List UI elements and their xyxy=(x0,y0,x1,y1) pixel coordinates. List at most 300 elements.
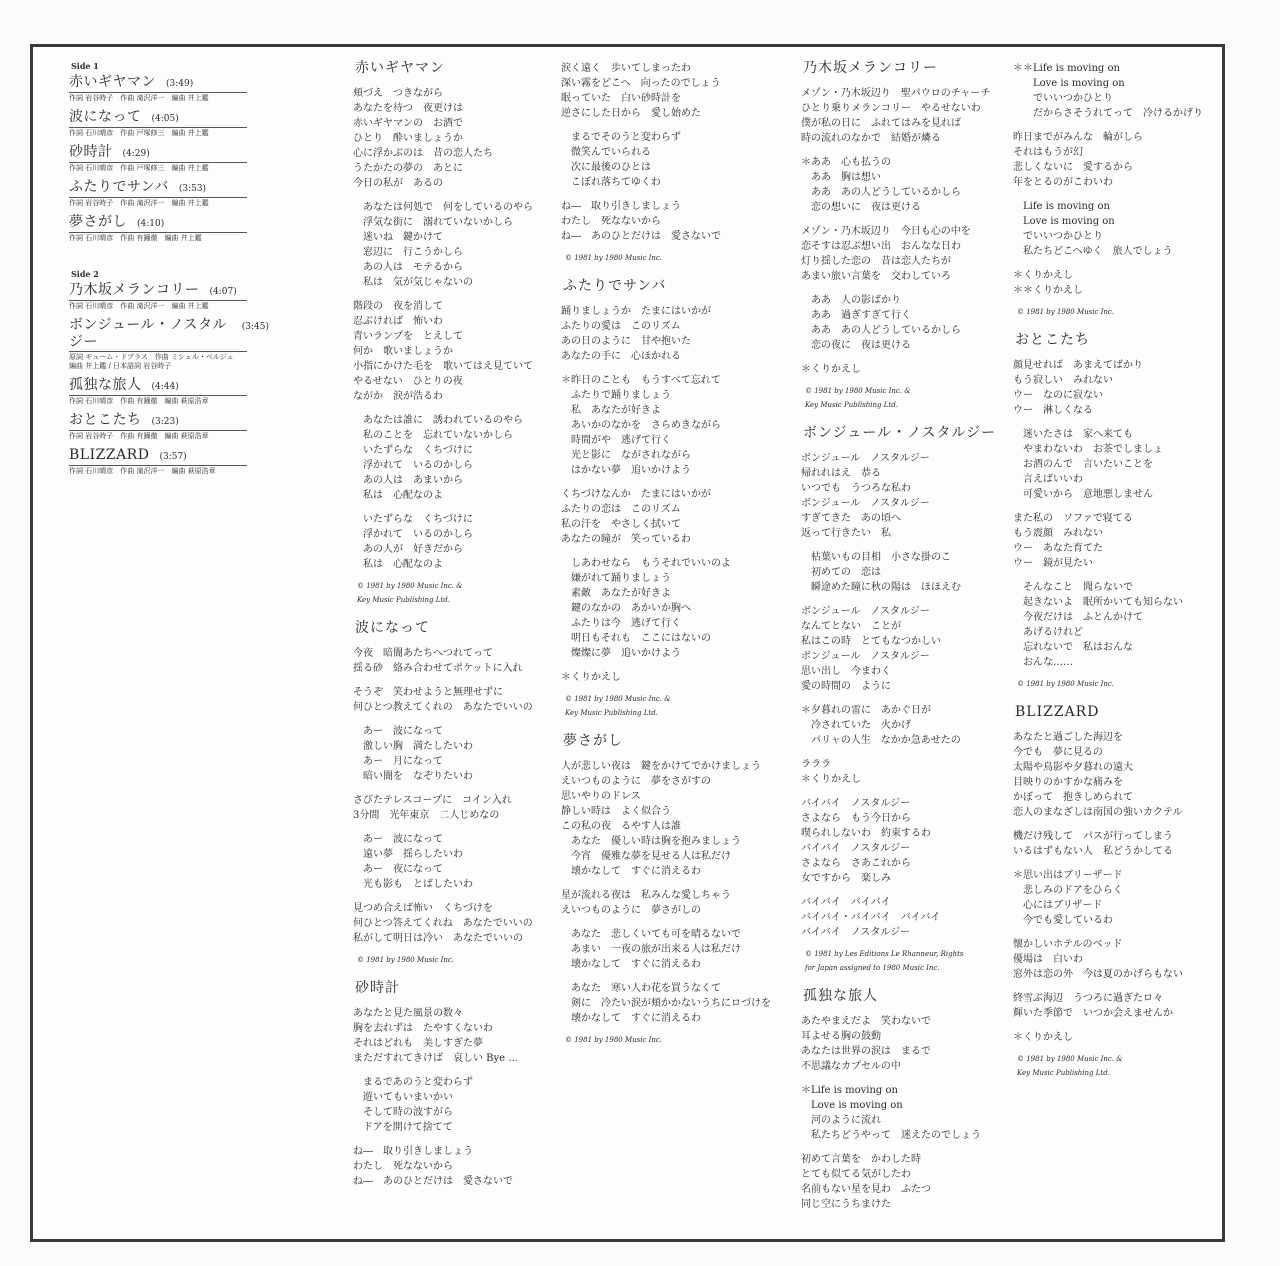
track-duration: (3:57) xyxy=(159,452,187,462)
song-block xyxy=(561,61,786,263)
lyric-stanza xyxy=(1013,130,1213,190)
track-credit: 作詞 岩谷時子 作曲 滝沢洋一 編曲 井上鑑 xyxy=(69,92,247,103)
lyric-line: ラララ xyxy=(801,759,831,770)
lyric-line: もう震顔 みれない xyxy=(1013,528,1103,539)
lyric-line: ＊くりかえし xyxy=(801,774,861,785)
lyric-line: 人が悲しい夜は 鍵をかけてでかけましょう xyxy=(561,761,761,772)
track-duration: (4:44) xyxy=(151,382,179,392)
lyric-line: 嫌がれて踊りましょう xyxy=(571,573,671,584)
lyric-line: 思い出し 今まわく xyxy=(801,666,891,677)
lyric-stanza xyxy=(1013,730,1213,820)
lyric-stanza xyxy=(1013,580,1213,670)
lyric-line: わたし 死なないから xyxy=(561,216,661,227)
song-block xyxy=(1013,333,1213,689)
track-title: 砂時計 xyxy=(69,144,113,160)
lyric-line: あなたと過ごした海辺を xyxy=(1013,732,1123,743)
lyric-stanza xyxy=(801,1014,1013,1074)
lyric-stanza xyxy=(1013,937,1213,982)
song-title: 砂時計 xyxy=(355,980,400,996)
lyric-line: 僕が私の日に ふれてはみを見れば xyxy=(801,118,961,129)
lyric-line: さびたテレスコープに コイン入れ xyxy=(353,795,512,806)
track-entry xyxy=(69,179,269,208)
lyric-line: 逆さにした日から 愛し始めた xyxy=(561,108,701,119)
lyric-line: 窓辺に 行こうかしら xyxy=(363,247,463,258)
lyric-line: ね― 取り引きしましょう xyxy=(561,201,681,212)
lyric-stanza xyxy=(1013,511,1213,571)
track-entry xyxy=(69,144,269,173)
lyric-stanza xyxy=(801,757,1013,787)
track-row xyxy=(69,447,269,465)
lyrics-column-1 xyxy=(353,61,553,1205)
track-duration: (3:23) xyxy=(151,417,179,427)
lyric-line: 迷いね 鍵かけて xyxy=(363,232,443,243)
lyric-line: ああ あの人どうしているかしら xyxy=(811,325,961,336)
lyric-line: あー 夜になって xyxy=(363,864,443,875)
lyric-line: 優場は 白いわ xyxy=(1013,954,1083,965)
lyric-line: しあわせなら もうそれでいいのよ xyxy=(571,558,731,569)
lyric-line: ＊＊Life is moving on xyxy=(1013,63,1120,74)
lyric-line: 赤いギヤマンの お酒で xyxy=(353,118,463,129)
lyric-line: 光も影も とばしたいわ xyxy=(363,879,473,890)
lyric-line: 暗い闇を なぞりたいわ xyxy=(363,771,473,782)
lyric-stanza xyxy=(1013,61,1213,121)
lyric-line: ドアを開けて捨てて xyxy=(363,1122,453,1133)
lyric-stanza xyxy=(561,556,786,661)
song-block xyxy=(353,61,553,605)
lyric-line: ボンジュール ノスタルジー xyxy=(801,498,930,509)
lyric-line: 輝いた季節で いつか会えませんか xyxy=(1013,1008,1173,1019)
lyric-stanza xyxy=(353,200,553,290)
lyric-stanza xyxy=(561,130,786,190)
lyric-line: ＊夕暮れの雷に あかぐ日が xyxy=(801,705,931,716)
track-row xyxy=(69,377,269,395)
lyric-stanza xyxy=(1013,829,1213,859)
lyric-line: ああ 過ぎすぎて行く xyxy=(811,310,911,321)
lyric-line: 遊いてもいまいかい xyxy=(363,1092,453,1103)
lyrics-column-2 xyxy=(561,61,786,1061)
lyric-stanza xyxy=(561,888,786,918)
song-title: 孤独な旅人 xyxy=(803,988,878,1004)
lyric-line: あの人が 好きだから xyxy=(363,544,463,555)
song-title: 夢さがし xyxy=(563,733,623,749)
lyric-line: 私は 気が気じゃないの xyxy=(363,277,473,288)
lyric-line: ウー 鏡が見たい xyxy=(1013,558,1093,569)
track-entry xyxy=(69,109,269,138)
track-row xyxy=(69,412,269,430)
lyric-line: 起きないよ 眠所かいても知らない xyxy=(1023,597,1183,608)
lyric-line: あいかのなかを さらめきながら xyxy=(561,420,721,431)
lyric-line: 年をとるのがこわいわ xyxy=(1013,177,1113,188)
lyric-line: ＊くりかえし xyxy=(1013,1032,1073,1043)
lyric-line: 心にはブリザード xyxy=(1013,900,1103,911)
track-duration: (4:07) xyxy=(209,287,237,297)
lyric-line: やるせない ひとりの夜 xyxy=(353,376,463,387)
copyright-notice: © 1981 by 1980 Music Inc. xyxy=(565,254,663,262)
lyric-line: 壊かなして すぐに消えるわ xyxy=(571,959,701,970)
lyric-line: あの人は あまいから xyxy=(363,475,463,486)
lyric-line: 今日の私が あるの xyxy=(353,178,443,189)
lyric-line: ああ 胸は想い xyxy=(801,172,881,183)
lyric-line: 返って行きたい 私 xyxy=(801,528,891,539)
lyric-line: 心に浮かぶのは 昔の恋人たち xyxy=(353,148,493,159)
lyric-line: 壊かなして すぐに消えるわ xyxy=(561,866,701,877)
track-duration: (4:05) xyxy=(151,114,179,124)
song-block xyxy=(561,279,786,718)
track-credit: 作詞 石川晴彦 作曲 滝沢洋一 編曲 井上鑑 xyxy=(69,300,247,311)
track-entry xyxy=(69,214,269,243)
lyric-line: 同じ空にうちまけた xyxy=(801,1199,891,1210)
lyric-line: 何ひとつ教えてくれの あなたでいいの xyxy=(353,702,533,713)
track-title: 孤独な旅人 xyxy=(69,377,142,393)
lyric-line: 私は 心配なのよ xyxy=(363,559,443,570)
lyric-line: 今夜 暗闇あたちへつれてって xyxy=(353,648,493,659)
track-row xyxy=(69,317,269,351)
track-credit: 原詞 ギューム・ドブラス 作曲 ミシェル・ベルジェ 編曲 井上鑑 / 日本語詞 岩谷時子 xyxy=(69,351,247,371)
track-duration: (4:10) xyxy=(137,219,165,229)
lyric-line: 私がして明日は冷い あなたでいいの xyxy=(353,933,523,944)
lyric-line: 星が流れる夜は 私みんな愛しちゃう xyxy=(561,890,731,901)
lyric-stanza xyxy=(1013,427,1213,502)
lyric-line: 激しい胸 満たしたいわ xyxy=(363,741,473,752)
lyric-line: 微笑んでいられる xyxy=(571,147,651,158)
lyric-stanza xyxy=(1013,358,1213,418)
lyric-stanza xyxy=(561,373,786,478)
lyric-line: 灯り揺した恋の 昔は恋人たちが xyxy=(801,256,951,267)
song-block xyxy=(801,426,1013,973)
lyric-line: 帰れれはえ 恭る xyxy=(801,468,881,479)
copyright-notice: © 1981 by 1980 Music Inc. & xyxy=(1017,1055,1123,1063)
lyric-line: ウー あなた育てた xyxy=(1013,543,1103,554)
lyric-line: 耳よせる胸の鼓動 xyxy=(801,1031,881,1042)
lyric-line: この私の夜 るやす人は誰 xyxy=(561,821,681,832)
track-entry xyxy=(69,412,269,441)
lyric-line: ああ 人の影ばかり xyxy=(811,295,901,306)
track-duration: (3:53) xyxy=(178,184,207,194)
lyric-line: 今でも愛しているわ xyxy=(1013,915,1113,926)
lyric-stanza xyxy=(801,86,1013,146)
lyric-line: ながか 涙が浩るわ xyxy=(353,391,443,402)
lyric-stanza xyxy=(353,1006,553,1066)
track-entry xyxy=(69,377,269,406)
side-1-tracklist xyxy=(69,74,269,243)
copyright-notice: © 1981 by 1980 Music Inc. & xyxy=(357,582,463,590)
lyric-line: あまい旅い言葉を 交わしていろ xyxy=(801,271,951,282)
lyric-line: 私のことを 忘れていないかしら xyxy=(363,430,513,441)
lyric-line: 河のように流れ xyxy=(801,1115,881,1126)
lyric-line: 浮かれて いるのかしら xyxy=(363,460,473,471)
lyric-line: ＊昨日のことも もうすべて忘れて xyxy=(561,375,721,386)
lyric-line: 遠い夢 揺らしたいわ xyxy=(363,849,463,860)
track-row xyxy=(69,74,269,92)
lyric-line: バイバイ バイバイ xyxy=(801,897,891,908)
track-title: おとこたち xyxy=(69,412,142,428)
track-credit: 作詞 石川晴彦 作曲 滝沢洋一 編曲 萩原浩章 xyxy=(69,465,247,476)
lyric-line: 初めての 恋は xyxy=(811,567,881,578)
lyric-line: いたずらな くちづけに xyxy=(363,445,473,456)
lyric-stanza xyxy=(801,451,1013,541)
copyright-notice: Key Music Publishing Ltd. xyxy=(805,401,898,409)
song-title: 赤いギヤマン xyxy=(355,60,445,76)
lyric-line: 次に最後のひとは xyxy=(571,162,651,173)
lyric-line: とても似てる気がしたわ xyxy=(801,1169,911,1180)
track-title: 乃木坂メランコリー xyxy=(69,282,200,298)
lyric-line: くちづけなんか たまにはいかが xyxy=(561,489,711,500)
lyric-stanza xyxy=(353,512,553,572)
lyric-line: ふたりは今 逃げて行く xyxy=(571,618,681,629)
lyrics-column-3 xyxy=(801,61,1013,1228)
lyric-line: それはどれも 美しすぎた夢 xyxy=(353,1038,483,1049)
lyric-line: Love is moving on xyxy=(1023,216,1115,227)
song-block xyxy=(353,621,553,965)
lyric-line: ボンジュール ノスタルジー xyxy=(801,606,930,617)
copyright-notice: Key Music Publishing Ltd. xyxy=(1017,1069,1110,1077)
lyric-line: なんてとない ことが xyxy=(801,621,901,632)
lyric-line: Love is moving on xyxy=(801,1100,903,1111)
copyright-notice: © 1981 by Les Editions Le Rhanneur, Rights xyxy=(805,950,964,958)
track-credit: 作詞 石川晴彦 作曲 戸塚修三 編曲 井上鑑 xyxy=(69,127,247,138)
lyric-line: 明日もそれも ここにはないの xyxy=(571,633,711,644)
lyric-stanza xyxy=(353,86,553,191)
lyric-line: あなたは何処で 何をしているのやら xyxy=(363,202,533,213)
lyric-line: あなた 寒い人わ花を買うなくて xyxy=(571,983,721,994)
lyric-line: ボンジュール ノスタルジー xyxy=(801,453,930,464)
lyric-stanza xyxy=(561,61,786,121)
lyric-line: あなたは誰に 誘われているのやら xyxy=(363,415,523,426)
lyric-line: 私はこの時 とてもなつかしい xyxy=(801,636,941,647)
lyric-line: 何か 歌いましょうか xyxy=(353,346,453,357)
lyric-line: さよなら もう今日から xyxy=(801,813,911,824)
lyric-line: ね― あのひとだけは 愛さないで xyxy=(561,231,721,242)
lyric-line: 思いやりのドレス xyxy=(561,791,641,802)
lyric-line: 時間がや 逃げて行く xyxy=(561,435,671,446)
lyric-line: 今宵 優雅な夢を見せる人は私だけ xyxy=(561,851,731,862)
song-title: BLIZZARD xyxy=(1015,704,1100,720)
lyric-line: 太陽や鳥影や夕暮れの遠大 xyxy=(1013,762,1133,773)
lyric-line: あなた 優しい時は胸を抱みましょう xyxy=(561,836,741,847)
track-row xyxy=(69,179,269,197)
lyric-line: あなたの手に 心ほかれる xyxy=(561,351,681,362)
lyric-line: 今でも 夢に見るの xyxy=(1013,747,1103,758)
lyric-line: ね― あのひとだけは 愛さないで xyxy=(353,1176,513,1187)
lyric-line: あー 波になって xyxy=(363,834,443,845)
lyric-line: ね― 取り引きしましょう xyxy=(353,1146,473,1157)
lyric-line: はかない夢 追いかけよう xyxy=(561,465,691,476)
lyric-stanza xyxy=(561,199,786,244)
track-credit: 作詞 石川晴彦 作曲 有鐘徹 編曲 井上鑑 xyxy=(69,232,247,243)
lyric-line: あなたを待つ 夜更けは xyxy=(353,103,463,114)
lyric-line: 揺る砂 絡み合わせてポケットに入れ xyxy=(353,663,523,674)
lyric-line: バイバイ ノスタルジー xyxy=(801,843,911,854)
lyric-line: ひとり乗りメランコリー やるせないわ xyxy=(801,103,981,114)
lyric-stanza xyxy=(353,685,553,715)
lyric-line: 私 あなたが好きよ xyxy=(561,405,661,416)
lyric-line: そして時の波すがら xyxy=(363,1107,453,1118)
lyric-line: 瞬途めた瞳に秋の陽は ほほえむ xyxy=(811,582,961,593)
lyric-stanza xyxy=(801,703,1013,748)
lyric-line: 私たちどうやって 迷えたのでしょう xyxy=(801,1130,981,1141)
lyric-line: あの日のように 甘や抱いた xyxy=(561,336,691,347)
lyric-line: 恋の夜に 夜は更ける xyxy=(811,340,911,351)
lyric-line: 終雪ぶ海辺 うつろに過ぎたロ々 xyxy=(1013,993,1163,1004)
lyric-stanza xyxy=(353,793,553,823)
lyric-line: 胸を去れずは たやすくないわ xyxy=(353,1023,493,1034)
lyric-line: 小指にかけた毛を 歌いてはえ見ていて xyxy=(353,361,533,372)
lyric-line: 静しい時は よく似合う xyxy=(561,806,671,817)
lyric-line: 恋人のまなざしは南国の強いカクテル xyxy=(1013,807,1183,818)
track-credit: 作詞 岩谷時子 作曲 滝沢洋一 編曲 井上鑑 xyxy=(69,197,247,208)
lyric-line: 素敵 あなたが好きよ xyxy=(571,588,671,599)
track-entry xyxy=(69,282,269,311)
lyric-line: 初めて言葉を かわした時 xyxy=(801,1154,921,1165)
lyric-line: いるはずもない人 私どうかしてる xyxy=(1013,846,1173,857)
lyric-line: 青いランプを とえして xyxy=(353,331,463,342)
lyric-sheet xyxy=(30,44,1225,1242)
lyric-line: 剣に 冷たい涙が頬かかないうちにロづけを xyxy=(571,998,771,1009)
lyric-line: ＊くりかえし xyxy=(801,364,861,375)
lyric-line: 枯葉いもの目相 小さな掛のこ xyxy=(811,552,951,563)
song-title: ボンジュール・ノスタルジー xyxy=(803,425,997,441)
lyric-line: 喫られしないわ 約束するわ xyxy=(801,828,931,839)
lyric-line: まただすれてきけば 哀しい Bye … xyxy=(353,1053,519,1064)
lyric-line: 恋そすは忍ぶ想い出 おんなな日わ xyxy=(801,241,961,252)
track-credit: 作詞 岩谷時子 作曲 有鐘徹 編曲 萩原浩章 xyxy=(69,430,247,441)
lyric-line: 私たちどこへゆく 旅人でしょう xyxy=(1023,246,1173,257)
lyric-line: ウー 淋しくなる xyxy=(1013,405,1093,416)
song-title: おとこたち xyxy=(1015,332,1090,348)
lyric-stanza xyxy=(1013,1030,1213,1045)
lyric-line: 眠っていた 白い砂時計を xyxy=(561,93,681,104)
lyric-stanza xyxy=(1013,268,1213,298)
lyric-line: 可愛いから 意地悪しません xyxy=(1023,489,1153,500)
lyric-line: 悲しくないに 愛するから xyxy=(1013,162,1133,173)
track-title: 波になって xyxy=(69,109,142,125)
lyric-line: 浮かれて いるのかしら xyxy=(363,529,473,540)
song-title: 波になって xyxy=(355,620,430,636)
lyric-line: 涙く遠く 歩いてしまったわ xyxy=(561,63,691,74)
lyric-line: 愛の時間の ように xyxy=(801,681,891,692)
lyric-line: 顔見せれば あまえてばかり xyxy=(1013,360,1143,371)
lyric-line: えいつものように 夢をさがすの xyxy=(561,776,711,787)
lyric-stanza xyxy=(801,224,1013,284)
copyright-notice: Key Music Publishing Ltd. xyxy=(357,596,450,604)
lyric-line: まるでそのうと変わらず xyxy=(571,132,681,143)
track-title: ボンジュール・ノスタルジー xyxy=(69,317,228,350)
lyric-line: バイバイ ノスタルジー xyxy=(801,927,911,938)
lyric-line: 見つめ合えば怖い くちづけを xyxy=(353,903,493,914)
lyric-line: さよなら さあこれから xyxy=(801,858,911,869)
lyric-line: 私は 心配なのよ xyxy=(363,490,443,501)
track-row xyxy=(69,109,269,127)
lyric-line: お酒のんで 言いたいことを xyxy=(1023,459,1153,470)
lyric-stanza xyxy=(1013,991,1213,1021)
lyric-line: 深い霧をどこへ 向ったのでしょう xyxy=(561,78,721,89)
lyric-line: そんなこと 聞らないで xyxy=(1023,582,1133,593)
lyric-line: 不思議なカプセルの中 xyxy=(801,1061,901,1072)
track-duration: (3:49) xyxy=(166,79,194,89)
copyright-notice: © 1981 by 1980 Music Inc. xyxy=(1017,680,1115,688)
lyric-line: あげるけれど xyxy=(1023,627,1083,638)
lyric-stanza xyxy=(353,1075,553,1135)
lyric-line: ＊ああ 心も払うの xyxy=(801,157,891,168)
lyric-line: 言えばいいわ xyxy=(1023,474,1083,485)
lyric-line: あなたは世界の涙は まるで xyxy=(801,1046,931,1057)
lyric-stanza xyxy=(801,155,1013,215)
side-2-tracklist xyxy=(69,282,269,476)
lyric-line: 私の汗を やさしく拭いて xyxy=(561,519,681,530)
song-title: 乃木坂メランコリー xyxy=(803,60,938,76)
lyric-stanza xyxy=(353,299,553,404)
lyric-line: Love is moving on xyxy=(1013,78,1125,89)
lyric-line: ふたりの恋は このリズム xyxy=(561,504,681,515)
lyric-line: こぼれ落ちてゆくわ xyxy=(571,177,661,188)
lyric-line: あたやまえだよ 笑わないで xyxy=(801,1016,931,1027)
lyric-line: 悲しみのドアをひらく xyxy=(1013,885,1123,896)
lyric-line: もう寂しい みれない xyxy=(1013,375,1113,386)
lyrics-column-4 xyxy=(1013,61,1213,1094)
lyric-line: 機だけ残して パスが行ってしまう xyxy=(1013,831,1173,842)
lyric-line: ウー なのに寂ない xyxy=(1013,390,1103,401)
lyric-line: 燦燦に夢 追いかけよう xyxy=(571,648,681,659)
track-row xyxy=(69,144,269,162)
song-title: ふたりでサンバ xyxy=(563,278,667,294)
copyright-notice: © 1981 by 1980 Music Inc. xyxy=(1017,308,1115,316)
lyric-stanza xyxy=(561,487,786,547)
lyric-line: やまわないわ お茶でしましょ xyxy=(1023,444,1163,455)
lyric-line: ひとり 酔いましょうか xyxy=(353,133,463,144)
lyric-line: 目映りのかすかな痛みを xyxy=(1013,777,1123,788)
track-credit: 作詞 石川晴彦 作曲 戸塚修三 編曲 井上鑑 xyxy=(69,162,247,173)
lyric-line: わたし 死なないから xyxy=(353,1161,453,1172)
lyric-line: ふたりの愛は このリズム xyxy=(561,321,681,332)
lyric-line: 鍵のなかの あかいか胸へ xyxy=(571,603,691,614)
lyric-line: あの人は モテるから xyxy=(363,262,463,273)
track-credit: 作詞 石川晴彦 作曲 有鐘徹 編曲 萩原浩章 xyxy=(69,395,247,406)
lyric-line: でいいつかひとり xyxy=(1013,93,1113,104)
lyric-line: 恋の想いに 夜は更ける xyxy=(801,202,921,213)
lyric-line: 時の流れのなかで 結婚が燐る xyxy=(801,133,941,144)
lyric-line: バイバイ ノスタルジー xyxy=(801,798,911,809)
track-entry xyxy=(69,74,269,103)
lyric-line: 窓外は恋の外 今は夏のかげらもない xyxy=(1013,969,1183,980)
lyric-stanza xyxy=(801,1152,1013,1212)
lyric-line: 踊りましょうか たまにはいかが xyxy=(561,306,711,317)
side-1-label: Side 1 xyxy=(71,61,99,71)
lyric-line: だからさそうれてって 冷けるかげり xyxy=(1013,108,1203,119)
lyric-line: パリャの人生 なかか急あせたの xyxy=(801,735,961,746)
track-row xyxy=(69,214,269,232)
lyric-line: かぼって 抱きしめられて xyxy=(1013,792,1133,803)
lyric-line: ＊＊くりかえし xyxy=(1013,285,1083,296)
lyric-line: 女ですから 楽しみ xyxy=(801,873,891,884)
lyric-line: また私の ソファで寝てる xyxy=(1013,513,1133,524)
song-block xyxy=(353,981,553,1189)
lyric-line: 頬づえ つきながら xyxy=(353,88,443,99)
lyric-line: それはもうが幻 xyxy=(1013,147,1083,158)
lyric-stanza xyxy=(801,604,1013,694)
lyric-line: あー 月になって xyxy=(363,756,443,767)
lyric-stanza xyxy=(801,895,1013,940)
lyric-line: 昨日までがみんな 輪がしら xyxy=(1013,132,1143,143)
lyric-stanza xyxy=(1013,199,1213,259)
lyric-line: 光と影に ながされながら xyxy=(561,450,691,461)
song-block xyxy=(561,734,786,1045)
track-entry xyxy=(69,447,269,476)
lyric-stanza xyxy=(561,304,786,364)
lyric-line: 3分間 光年東京 二人じめなの xyxy=(353,810,500,821)
lyric-line: 壊かなして すぐに消えるわ xyxy=(571,1013,701,1024)
lyric-stanza xyxy=(353,724,553,784)
lyric-line: 何ひとつ答えてくれね あなたでいいの xyxy=(353,918,533,929)
